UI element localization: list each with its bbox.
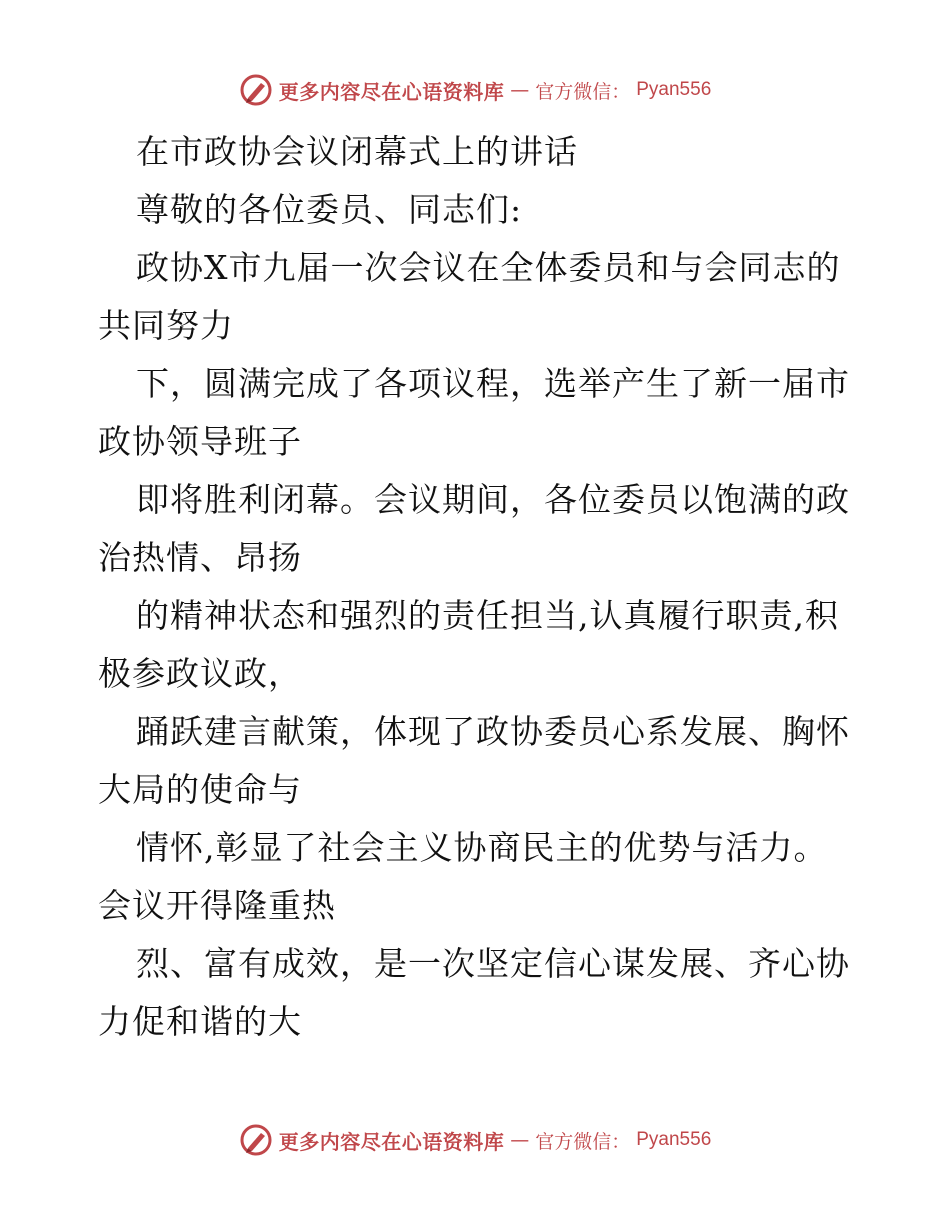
paragraph-line: 共同努力 [98,306,234,345]
paragraph-line: 踊跃建言献策，体现了政协委员心系发展、胸怀 [136,712,850,751]
paragraph-line: 会议开得隆重热 [98,886,336,925]
salutation: 尊敬的各位委员、同志们: [136,190,523,229]
pen-logo-icon [239,73,273,107]
paragraph-line: 情怀,彰显了社会主义协商民主的优势与活力。 [136,828,828,867]
paragraph-line: 政协X市九届一次会议在全体委员和与会同志的 [136,248,841,287]
pen-logo-icon [239,1123,273,1157]
paragraph-line: 下，圆满完成了各项议程，选举产生了新一届市 [136,364,850,403]
watermark-official-label: 官方微信： [535,80,631,103]
watermark-official-label: 官方微信： [535,1130,631,1153]
watermark-wechat-id: Pyan556 [636,79,712,100]
paragraph-line: 的精神状态和强烈的责任担当,认真履行职责,积 [136,596,839,635]
watermark-main-text: 更多内容尽在心语资料库 [278,79,505,104]
paragraph-line: 烈、富有成效，是一次坚定信心谋发展、齐心协 [136,944,850,983]
document-title: 在市政协会议闭幕式上的讲话 [136,132,578,171]
document-body [98,123,858,1051]
paragraph-line: 极参政议政， [98,654,302,693]
paragraph-line: 治热情、昂扬 [98,538,302,577]
paragraph-line: 力促和谐的大 [98,1002,302,1041]
paragraph-line: 政协领导班子 [98,422,302,461]
footer-watermark [0,1120,950,1160]
paragraph-line: 即将胜利闭幕。会议期间，各位委员以饱满的政 [136,480,850,519]
watermark-dash: — [510,79,530,101]
header-watermark [0,70,950,110]
watermark-main-text: 更多内容尽在心语资料库 [278,1129,505,1154]
watermark-dash: — [510,1129,530,1151]
watermark-wechat-id: Pyan556 [636,1129,712,1150]
paragraph-line: 大局的使命与 [98,770,302,809]
